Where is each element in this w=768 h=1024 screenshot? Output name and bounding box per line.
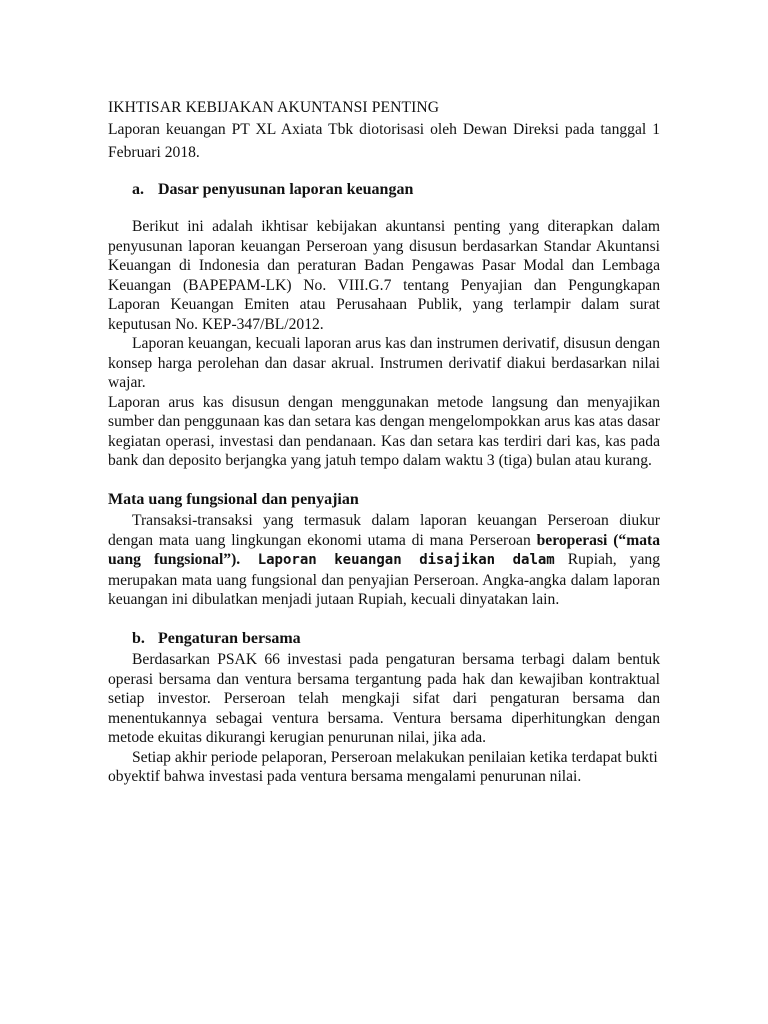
section-a-title: Dasar penyusunan laporan keuangan (158, 180, 414, 198)
section-b-paragraph-2-line-1: Setiap akhir periode pelaporan, Perseroan melakukan penilaian ketika terdapat bukti (132, 748, 658, 766)
section-b-heading (132, 629, 660, 649)
section-b-paragraph-1: Berdasarkan PSAK 66 investasi pada pengaturan bersama terbagi dalam bentuk operasi bersama dan ventura bersama tergantung pada hak dan kewajiban kontraktual setiap investor. Perseroan telah mengkaji sifat dari pengaturan bersama dan menentukannya sebagai ventura bersama. Ventura bersama diperhitungkan dengan metode ekuitas dikurangi kerugian penurunan nilai, jika ada. (108, 651, 660, 746)
section-b-paragraph-2-line-2: obyektif bahwa investasi pada ventura bersama mengalami penurunan nilai. (108, 768, 582, 785)
section-a-heading (132, 180, 660, 200)
section-b-title: Pengaturan bersama (158, 629, 301, 647)
fungsional-text-2: Rupiah, yang merupakan mata uang fungsional dan penyajian Perseroan. Angka-angka dalam laporan keuangan ini dibulatkan menjadi jutaan Rupiah, kecuali dinyatakan lain. (108, 551, 660, 608)
section-a-letter: a. (132, 180, 144, 198)
document-page (108, 98, 660, 787)
section-b-body (108, 650, 660, 787)
fungsional-bold-text: beroperasi (“mata uang fungsional”). (108, 531, 660, 568)
section-b-letter: b. (132, 629, 145, 647)
section-fungsional-paragraph (108, 511, 660, 610)
fungsional-sans-bold-text: Laporan keuangan disajikan dalam (240, 552, 555, 568)
section-fungsional-heading: Mata uang fungsional dan penyajian (108, 490, 359, 508)
section-fungsional-body (108, 511, 660, 610)
document-title: IKHTISAR KEBIJAKAN AKUNTANSI PENTING (108, 99, 440, 116)
fungsional-text-1: Transaksi-transaksi yang termasuk dalam laporan keuangan Perseroan diukur dengan mata uang lingkungan ekonomi utama di mana Perseroan (108, 512, 660, 549)
section-a-paragraph-1: Berikut ini adalah ikhtisar kebijakan akuntansi penting yang diterapkan dalam penyusunan laporan keuangan Perseroan yang disusun berdasarkan Standar Akuntansi Keuangan di Indonesia dan peraturan Badan Pengawas Pasar Modal dan Lembaga Keuangan (BAPEPAM-LK) No. VIII.G.7 tentang Penyajian dan Pengungkapan Laporan Keuangan Emiten atau Perusahaan Publik, yang terlampir dalam surat keputusan No. KEP-347/BL/2012. (108, 218, 660, 333)
section-a-paragraph-3: Laporan arus kas disusun dengan menggunakan metode langsung dan menyajikan sumber dan penggunaan kas dan setara kas dengan mengelompokkan arus kas atas dasar kegiatan operasi, investasi dan pendanaan. Kas dan setara kas terdiri dari kas, kas pada bank dan deposito berjangka yang jatuh tempo dalam waktu 3 (tiga) bulan atau kurang. (108, 393, 660, 469)
section-a-body (108, 217, 660, 471)
section-a-paragraph-2: Laporan keuangan, kecuali laporan arus kas dan instrumen derivatif, disusun dengan konsep harga perolehan dan dasar akrual. Instrumen derivatif diakui berdasarkan nilai wajar. (108, 335, 660, 391)
intro-paragraph: Laporan keuangan PT XL Axiata Tbk diotorisasi oleh Dewan Direksi pada tanggal 1 Februari 2018. (108, 120, 660, 161)
